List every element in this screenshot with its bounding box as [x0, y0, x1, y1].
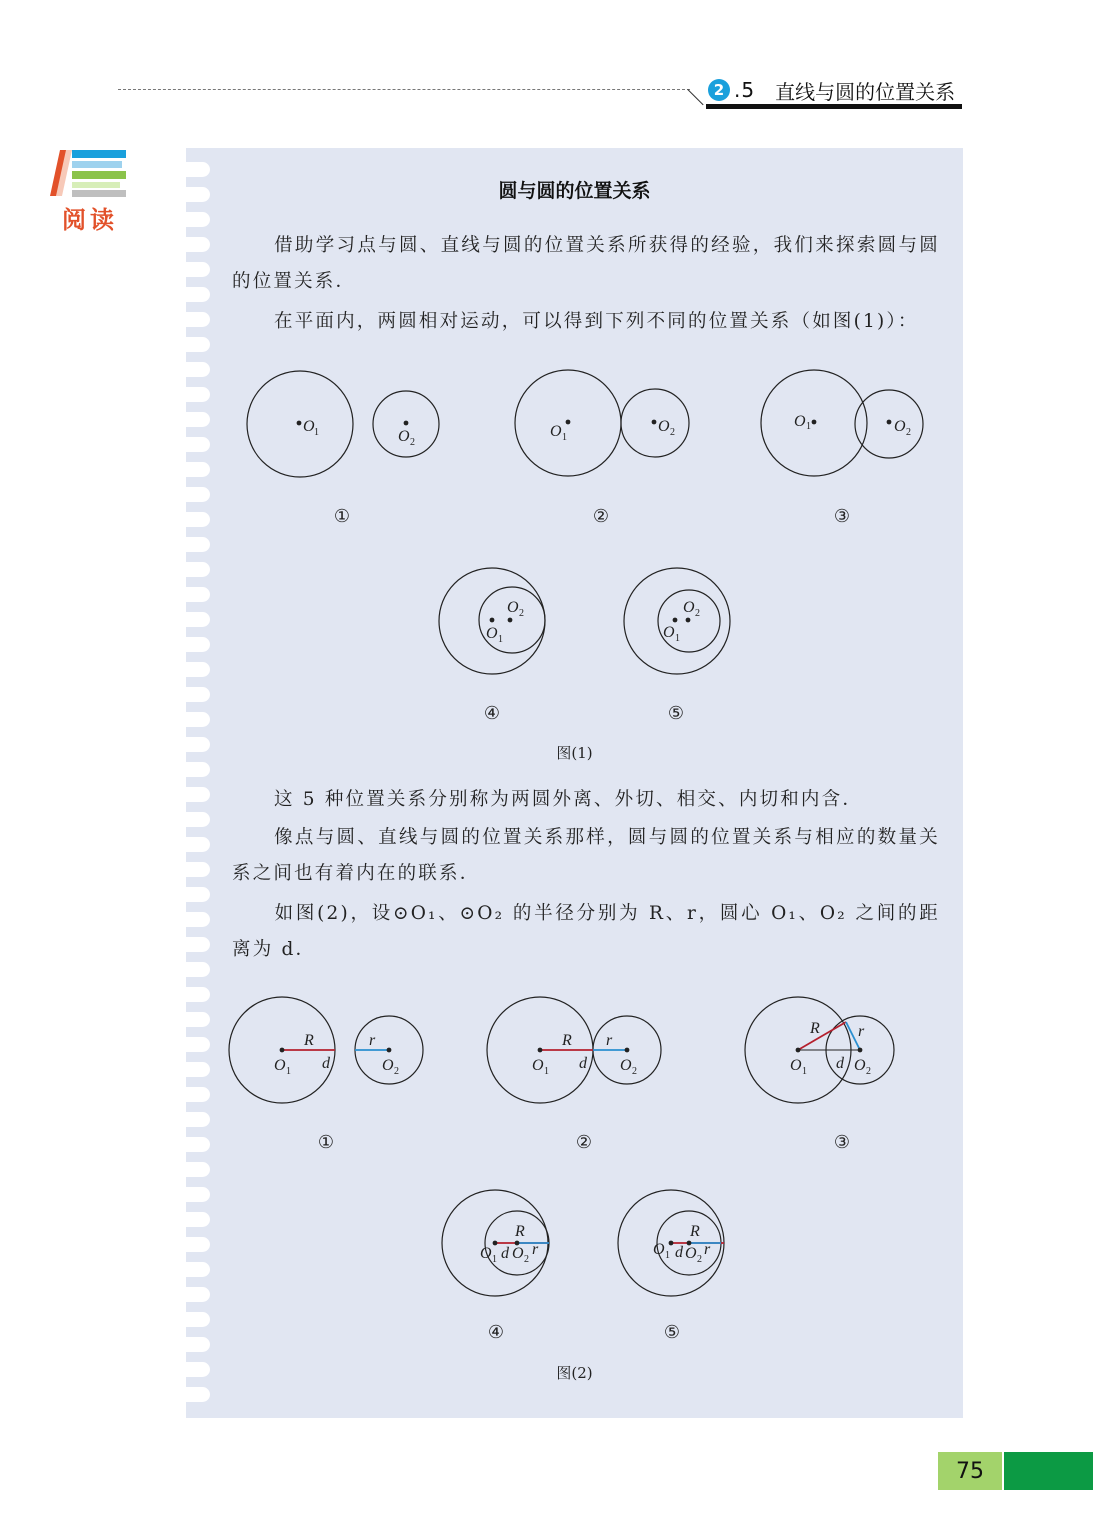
svg-text:O: O: [620, 1057, 632, 1074]
fig2-marker-1: ①: [317, 1132, 335, 1153]
svg-text:O: O: [663, 624, 675, 641]
paragraph-relation: 像点与圆、直线与圆的位置关系那样，圆与圆的位置关系与相应的数量关系之间也有着内在的联系．: [232, 827, 940, 884]
svg-text:R: R: [304, 1032, 314, 1049]
svg-text:O: O: [303, 418, 315, 435]
binding-hole: [186, 337, 210, 352]
binding-hole: [186, 837, 210, 852]
binding-hole: [186, 937, 210, 952]
svg-text:2: 2: [906, 427, 911, 438]
svg-text:1: 1: [492, 1254, 497, 1265]
svg-text:R: R: [810, 1020, 820, 1037]
fig2-marker-2: ②: [575, 1132, 593, 1153]
figure-1-point-labels: [303, 413, 911, 645]
binding-hole: [186, 162, 210, 177]
svg-text:R: R: [690, 1223, 700, 1240]
svg-text:1: 1: [562, 432, 567, 443]
svg-text:O: O: [398, 428, 410, 445]
svg-text:1: 1: [544, 1066, 549, 1077]
svg-text:2: 2: [394, 1066, 399, 1077]
svg-text:O: O: [507, 599, 519, 616]
figure-1-caption: 图(1): [556, 744, 593, 762]
section-number: .5: [734, 78, 756, 102]
svg-text:O: O: [854, 1057, 866, 1074]
paragraph-definitions: 如图(2)，设⊙O₁、⊙O₂ 的半径分别为 R、r，圆心 O₁、O₂ 之间的距离为 d．: [232, 903, 940, 960]
fig2-marker-5: ⑤: [663, 1322, 681, 1343]
svg-text:d: d: [836, 1055, 844, 1072]
header-slant-rule: [687, 89, 703, 105]
svg-text:O: O: [658, 418, 670, 435]
paragraph-motion: 在平面内，两圆相对运动，可以得到下列不同的位置关系（如图(1)）：: [274, 311, 919, 332]
svg-text:d: d: [675, 1244, 683, 1261]
svg-text:O: O: [683, 599, 695, 616]
svg-text:2: 2: [866, 1066, 871, 1077]
svg-text:2: 2: [410, 437, 415, 448]
svg-text:2: 2: [524, 1254, 529, 1265]
svg-text:1: 1: [498, 634, 503, 645]
header-dashed-rule: [118, 89, 690, 90]
svg-text:d: d: [322, 1055, 330, 1072]
binding-hole: [186, 812, 210, 827]
paragraph-names: 这 5 种位置关系分别称为两圆外离、外切、相交、内切和内含．: [274, 789, 864, 810]
binding-hole: [186, 912, 210, 927]
binding-hole: [186, 262, 210, 277]
binding-hole: [186, 887, 210, 902]
svg-text:O: O: [512, 1245, 524, 1262]
article-title: 圆与圆的位置关系: [498, 180, 651, 202]
binding-hole: [186, 787, 210, 802]
svg-text:R: R: [562, 1032, 572, 1049]
svg-text:O: O: [894, 418, 906, 435]
figure-2-caption: 图(2): [556, 1364, 593, 1382]
running-header: [708, 76, 955, 104]
svg-text:O: O: [550, 423, 562, 440]
binding-hole: [186, 1387, 210, 1402]
svg-text:O: O: [790, 1057, 802, 1074]
binding-hole: [186, 862, 210, 877]
chapter-number-badge: 2: [708, 79, 730, 101]
svg-text:1: 1: [802, 1066, 807, 1077]
fig1-marker-4: ④: [483, 703, 501, 724]
svg-text:r: r: [704, 1241, 711, 1258]
svg-text:r: r: [532, 1241, 539, 1258]
svg-text:R: R: [515, 1223, 525, 1240]
fig1-marker-1: ①: [333, 506, 351, 527]
page-number: 75: [938, 1452, 1002, 1490]
binding-hole: [186, 287, 210, 302]
svg-text:O: O: [274, 1057, 286, 1074]
svg-text:1: 1: [675, 633, 680, 644]
binding-hole: [186, 762, 210, 777]
binding-hole: [186, 212, 210, 227]
svg-text:O: O: [685, 1245, 697, 1262]
fig1-marker-2: ②: [592, 506, 610, 527]
figure-1-diagram: [186, 360, 963, 740]
binding-hole: [186, 312, 210, 327]
binding-hole: [186, 237, 210, 252]
figure-2-point-labels: [274, 1020, 871, 1265]
paragraph-intro: 借助学习点与圆、直线与圆的位置关系所获得的经验，我们来探索圆与圆的位置关系．: [232, 235, 940, 292]
svg-text:r: r: [369, 1032, 376, 1049]
svg-text:1: 1: [286, 1066, 291, 1077]
svg-text:2: 2: [670, 427, 675, 438]
svg-text:d: d: [579, 1055, 587, 1072]
header-underline: [706, 104, 962, 109]
books-icon: [50, 148, 130, 200]
svg-text:O: O: [480, 1245, 492, 1262]
svg-text:O: O: [794, 413, 806, 430]
section-title: 直线与圆的位置关系: [775, 79, 956, 104]
fig2-marker-3: ③: [833, 1132, 851, 1153]
svg-text:r: r: [858, 1023, 865, 1040]
svg-text:1: 1: [806, 421, 811, 432]
page-number-bar: [1004, 1452, 1093, 1490]
svg-text:d: d: [501, 1245, 509, 1262]
fig2-marker-4: ④: [487, 1322, 505, 1343]
svg-text:O: O: [382, 1057, 394, 1074]
svg-text:O: O: [486, 625, 498, 642]
fig1-marker-3: ③: [833, 506, 851, 527]
figure-2-diagram: [186, 990, 963, 1370]
svg-text:O: O: [532, 1057, 544, 1074]
fig1-marker-5: ⑤: [667, 703, 685, 724]
reading-label: 阅读: [62, 206, 118, 234]
svg-text:2: 2: [695, 608, 700, 619]
svg-text:1: 1: [314, 427, 319, 438]
svg-text:2: 2: [697, 1254, 702, 1265]
svg-text:1: 1: [665, 1250, 670, 1261]
svg-text:2: 2: [632, 1066, 637, 1077]
svg-text:O: O: [653, 1241, 665, 1258]
binding-hole: [186, 962, 210, 977]
svg-text:2: 2: [519, 608, 524, 619]
svg-text:r: r: [606, 1032, 613, 1049]
